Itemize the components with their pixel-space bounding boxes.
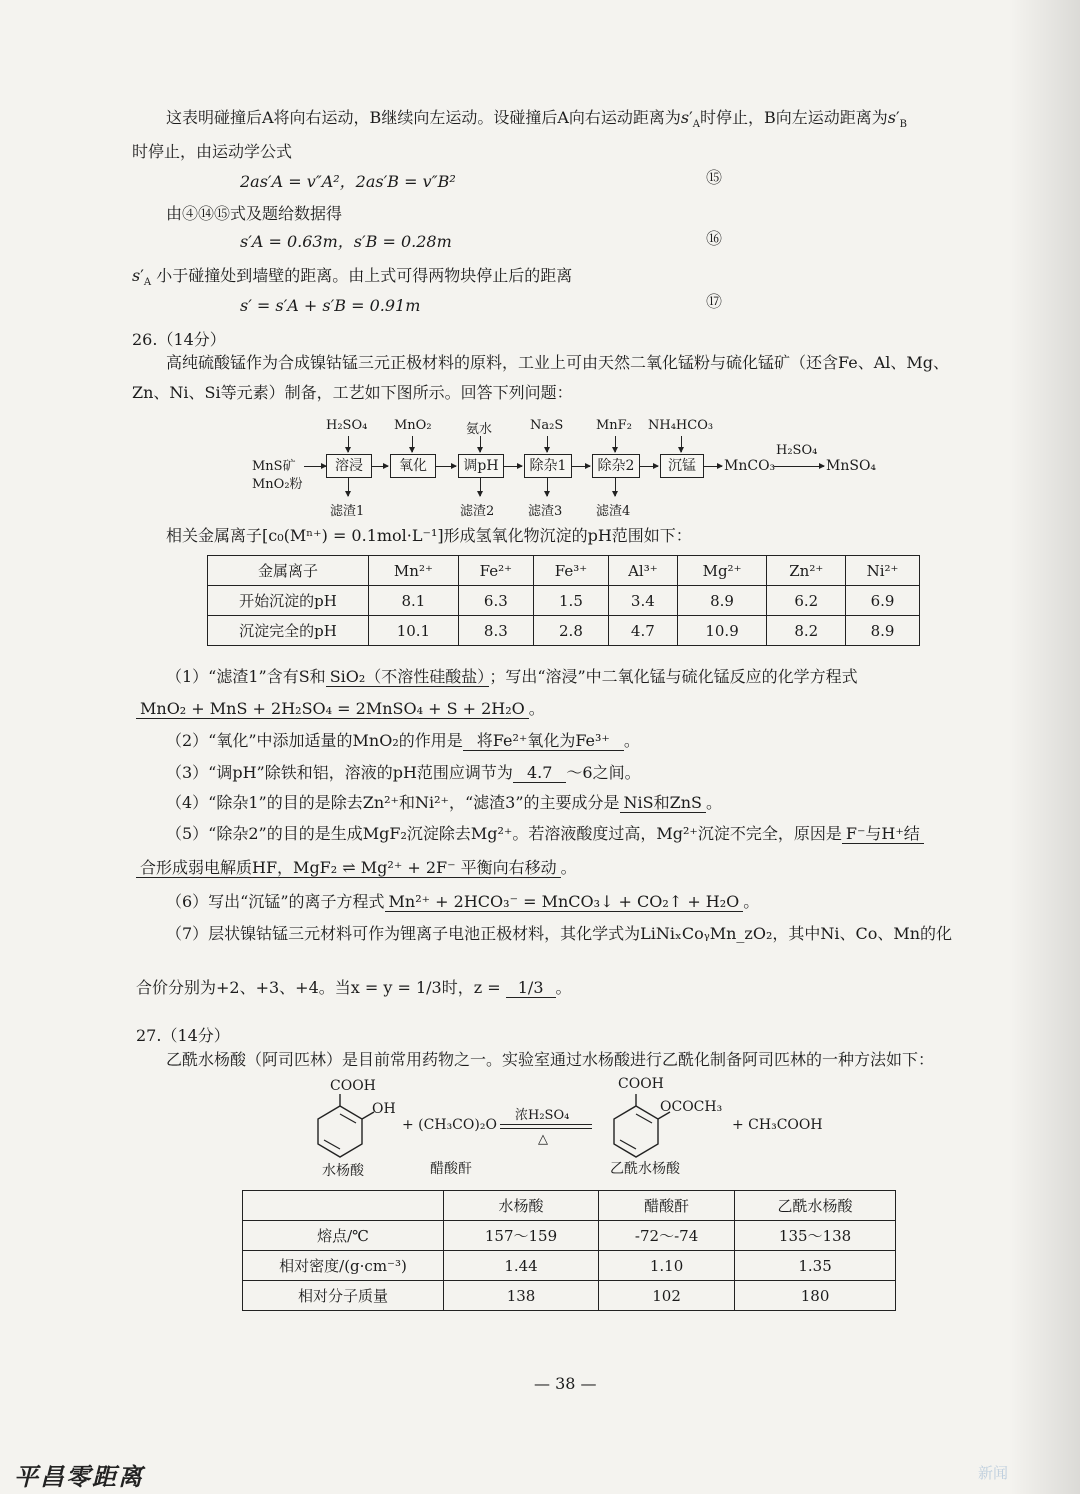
header-cell: Ni²⁺ [846, 556, 920, 586]
text-line: $s'_A$ 小于碰撞处到墙壁的距离。由上式可得两物块停止后的距离 [132, 266, 573, 289]
flow-arrow [436, 466, 456, 467]
reactant-anhydride: + (CH₃CO)₂O [402, 1117, 497, 1133]
header-cell: 乙酰水杨酸 [735, 1191, 896, 1221]
table-cell: 6.3 [458, 586, 533, 616]
answer-blank: MnO₂ + MnS + 2H₂SO₄ = 2MnSO₄ + S + 2H₂O [136, 699, 529, 719]
sub-question-1: （1）“滤渣1”含有S和 SiO₂（不溶性硅酸盐） ；写出“溶浸”中二氧化锰与硫化锰反应的化学方程式 [166, 667, 858, 686]
salicylic-acid-structure [300, 1094, 380, 1164]
answer-blank: NiS和ZnS [620, 793, 706, 813]
table-row [243, 1281, 896, 1311]
table-row [243, 1251, 896, 1281]
flow-arrow-down [348, 436, 349, 452]
input-powder: MnO₂粉 [252, 477, 303, 492]
answer-blank: F⁻与H⁺结 [842, 824, 924, 844]
sub-question-4: （4）“除杂1”的目的是除去Zn²⁺和Ni²⁺，“滤渣3”的主要成分是 NiS和ZnS 。 [166, 793, 723, 812]
question-heading: 27.（14分） [136, 1026, 230, 1045]
sub-question-7-cont: 合价分别为+2、+3、+4。当x = y = 1/3时，z = 1/3 。 [136, 978, 572, 997]
answer-blank: 1/3 [506, 978, 556, 998]
table-cell: 沉淀完全的pH [208, 616, 369, 646]
question-heading: 26.（14分） [132, 330, 226, 349]
table-cell: 相对分子质量 [243, 1281, 444, 1311]
compound-name: 乙酰水杨酸 [610, 1161, 680, 1177]
text-line: 高纯硫酸锰作为合成镍钴锰三元正极材料的原料，工业上可由天然二氧化锰粉与硫化锰矿（还含Fe、Al、Mg、 [166, 353, 949, 372]
flow-arrow-down [480, 436, 481, 452]
flow-arrow [704, 466, 722, 467]
header-cell: 水杨酸 [444, 1191, 599, 1221]
chem-group: OCOCH₃ [660, 1099, 723, 1115]
table-cell: 102 [599, 1281, 735, 1311]
text-line: 这表明碰撞后A将向右运动，B继续向左运动。设碰撞后A向右运动距离为$s'_A$时停止，B向左运动距离为$s'_B$ [166, 108, 907, 131]
table-cell: 开始沉淀的pH [208, 586, 369, 616]
flow-arrow-down [615, 478, 616, 496]
flow-arrow-down [681, 436, 682, 452]
watermark: 平昌零距离 [14, 1463, 144, 1491]
table-cell: 157～159 [444, 1221, 599, 1251]
header-cell: Al³⁺ [609, 556, 678, 586]
answer-blank: 4.7 [513, 763, 566, 783]
residue-label: 滤渣2 [460, 504, 495, 519]
product-mnco3: MnCO₃ [724, 458, 776, 474]
equation-number: ⑯ [706, 229, 723, 248]
table-cell: 1.44 [444, 1251, 599, 1281]
reagent-label: H₂SO₄ [326, 418, 368, 433]
sub-question-3: （3）“调pH”除铁和铝，溶液的pH范围应调节为 4.7 ～6之间。 [166, 763, 641, 782]
answer-blank: 将Fe²⁺氧化为Fe³⁺ [463, 731, 624, 751]
flow-arrow-down [547, 478, 548, 496]
answer-blank: 合形成弱电解质HF，MgF₂ ⇌ Mg²⁺ + 2F⁻ 平衡向右移动 [136, 858, 561, 878]
chem-group: COOH [618, 1076, 664, 1092]
flow-arrow [504, 466, 522, 467]
header-cell: Mn²⁺ [369, 556, 459, 586]
properties-table [242, 1190, 896, 1311]
sub-question-6: （6）写出“沉锰”的离子方程式 Mn²⁺ + 2HCO₃⁻ = MnCO₃↓ + CO₂↑ + H₂O 。 [166, 892, 760, 911]
equation: s′ = s′A + s′B = 0.91m [240, 296, 421, 315]
table-cell: 10.9 [677, 616, 767, 646]
flow-arrow-down [480, 478, 481, 496]
step-box: 除杂1 [524, 454, 572, 478]
step-box: 溶浸 [326, 454, 372, 478]
reagent-label: NH₄HCO₃ [648, 418, 714, 433]
page-edge-shadow [1010, 0, 1080, 1494]
residue-label: 滤渣1 [330, 504, 365, 519]
table-row [208, 616, 920, 646]
residue-label: 滤渣3 [528, 504, 563, 519]
text-line: 时停止，由运动学公式 [132, 142, 293, 161]
table-cell: 138 [444, 1281, 599, 1311]
reagent-label: MnO₂ [394, 418, 432, 433]
table-cell: 1.35 [735, 1251, 896, 1281]
sub-question-2: （2）“氧化”中添加适量的MnO₂的作用是 将Fe²⁺氧化为Fe³⁺ 。 [166, 731, 640, 750]
reagent-label: 氨水 [466, 422, 493, 437]
table-header-row [243, 1191, 896, 1221]
header-cell: Zn²⁺ [767, 556, 846, 586]
table-cell: 6.9 [846, 586, 920, 616]
reaction-arrow [500, 1128, 592, 1129]
header-cell: 醋酸酐 [599, 1191, 735, 1221]
text-line: Zn、Ni、Si等元素）制备，工艺如下图所示。回答下列问题： [132, 383, 573, 402]
table-caption: 相关金属离子[c₀(Mⁿ⁺) = 0.1mol·L⁻¹]形成氢氧化物沉淀的pH范围如下： [166, 526, 692, 545]
text-line: 由④⑭⑮式及题给数据得 [166, 204, 343, 223]
page-number: — 38 — [534, 1374, 597, 1393]
equation: 2as′A = v″A²，2as′B = v″B² [240, 172, 456, 191]
answer-blank: Mn²⁺ + 2HCO₃⁻ = MnCO₃↓ + CO₂↑ + H₂O [385, 892, 744, 912]
catalyst-label: 浓H₂SO₄ [515, 1108, 570, 1123]
equation: s′A = 0.63m，s′B = 0.28m [240, 232, 452, 251]
step-box: 调pH [458, 454, 504, 478]
product-mnso4: MnSO₄ [826, 458, 877, 474]
equation-number: ⑮ [706, 168, 723, 187]
flow-arrow [304, 466, 326, 467]
step-box: 除杂2 [592, 454, 640, 478]
text-line: 乙酰水杨酸（阿司匹林）是目前常用药物之一。实验室通过水杨酸进行乙酰化制备阿司匹林的一种方法如下： [166, 1050, 935, 1069]
table-cell: 8.9 [846, 616, 920, 646]
product-acetic-acid: + CH₃COOH [732, 1117, 823, 1133]
input-ore: MnS矿 [252, 459, 296, 474]
sub-question-7: （7）层状镍钴锰三元材料可作为锂离子电池正极材料，其化学式为LiNiₓCoᵧMn_zO₂，其中Ni、Co、Mn的化 [166, 924, 953, 943]
table-cell: 135～138 [735, 1221, 896, 1251]
reagent-label: Na₂S [530, 418, 564, 433]
header-cell: Mg²⁺ [677, 556, 767, 586]
flow-arrow [774, 466, 824, 467]
table-cell: 2.8 [533, 616, 608, 646]
table-cell: 熔点/℃ [243, 1221, 444, 1251]
table-cell: 3.4 [609, 586, 678, 616]
table-cell: 180 [735, 1281, 896, 1311]
table-row [243, 1221, 896, 1251]
header-cell: 金属离子 [208, 556, 369, 586]
sub-question-5-cont: 合形成弱电解质HF，MgF₂ ⇌ Mg²⁺ + 2F⁻ 平衡向右移动 。 [136, 858, 577, 878]
table-cell: 6.2 [767, 586, 846, 616]
flow-arrow [372, 466, 388, 467]
chem-group: OH [372, 1101, 396, 1117]
table-cell: 1.10 [599, 1251, 735, 1281]
acid-label: H₂SO₄ [776, 443, 818, 458]
reagent-label: MnF₂ [596, 418, 632, 433]
flow-arrow [640, 466, 658, 467]
table-cell: 8.3 [458, 616, 533, 646]
residue-label: 滤渣4 [596, 504, 631, 519]
header-cell: Fe²⁺ [458, 556, 533, 586]
table-cell: -72～-74 [599, 1221, 735, 1251]
table-cell: 8.9 [677, 586, 767, 616]
table-cell: 4.7 [609, 616, 678, 646]
table-header-row [208, 556, 920, 586]
table-cell: 8.2 [767, 616, 846, 646]
watermark-news: 新闻 [978, 1464, 1009, 1482]
table-row [208, 586, 920, 616]
table-cell: 1.5 [533, 586, 608, 616]
flow-arrow-down [412, 436, 413, 452]
table-cell: 相对密度/(g·cm⁻³) [243, 1251, 444, 1281]
sub-question-5: （5）“除杂2”的目的是生成MgF₂沉淀除去Mg²⁺。若溶液酸度过高，Mg²⁺沉淀不完全，原因是 F⁻与H⁺结 [166, 824, 924, 844]
flow-arrow-down [348, 478, 349, 496]
heat-label: △ [538, 1132, 548, 1147]
metal-ion-ph-table [207, 555, 920, 646]
chem-group: COOH [330, 1078, 376, 1094]
equation-number: ⑰ [706, 292, 723, 311]
header-cell [243, 1191, 444, 1221]
reaction-arrow [500, 1124, 592, 1125]
compound-name: 水杨酸 [322, 1163, 364, 1179]
header-cell: Fe³⁺ [533, 556, 608, 586]
compound-name: 醋酸酐 [430, 1161, 472, 1177]
table-cell: 10.1 [369, 616, 459, 646]
step-box: 沉锰 [660, 454, 704, 478]
step-box: 氧化 [390, 454, 436, 478]
flow-arrow [572, 466, 590, 467]
flow-arrow-down [615, 436, 616, 452]
table-cell: 8.1 [369, 586, 459, 616]
flow-arrow-down [547, 436, 548, 452]
answer-blank: SiO₂（不溶性硅酸盐） [326, 667, 490, 687]
sub-question-1-answer: MnO₂ + MnS + 2H₂SO₄ = 2MnSO₄ + S + 2H₂O 。 [136, 699, 545, 719]
